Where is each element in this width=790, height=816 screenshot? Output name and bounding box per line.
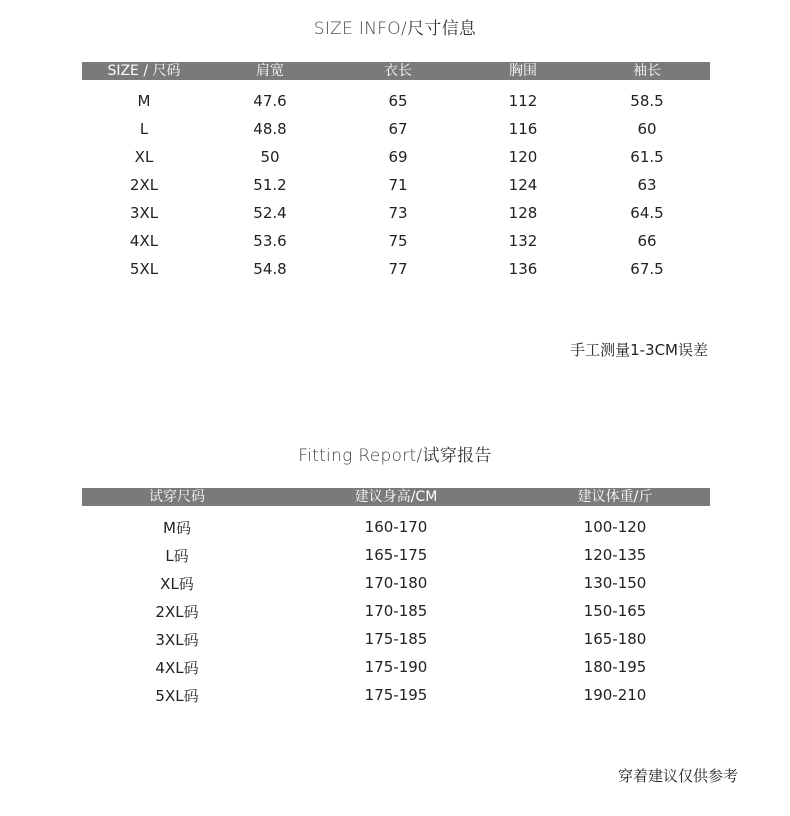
fit-size-cell: 4XL码 [155, 658, 199, 677]
length-cell: 75 [388, 232, 408, 250]
fitting-table-row [82, 569, 710, 597]
shoulder-cell: 51.2 [253, 176, 287, 194]
chest-cell: 128 [508, 204, 538, 222]
fit-header-height: 建议身高/CM [354, 489, 438, 505]
sleeve-cell: 61.5 [630, 148, 664, 166]
fit-height-cell: 170-185 [364, 602, 428, 620]
sleeve-cell: 67.5 [630, 260, 664, 278]
fitting-table-row [82, 681, 710, 709]
size-table-row [82, 171, 710, 199]
size-info-title [0, 14, 790, 39]
size-header-sleeve: 袖长 [633, 63, 661, 79]
size-cell: XL [134, 148, 154, 166]
length-cell: 69 [388, 148, 408, 166]
chest-cell: 112 [508, 92, 538, 110]
fitting-report-title [0, 441, 790, 466]
size-cell: 5XL [129, 260, 159, 278]
fit-header-weight: 建议体重/斤 [577, 489, 653, 505]
fit-size-cell: M码 [163, 518, 191, 537]
length-cell: 71 [388, 176, 408, 194]
size-table-row [82, 255, 710, 283]
sleeve-cell: 58.5 [630, 92, 664, 110]
fit-size-cell: 2XL码 [155, 602, 199, 621]
length-cell: 73 [388, 204, 408, 222]
shoulder-cell: 50 [260, 148, 280, 166]
size-header-chest: 胸围 [509, 63, 537, 79]
fit-weight-cell: 190-210 [583, 686, 647, 704]
fit-header-size: 试穿尺码 [149, 489, 205, 505]
sleeve-cell: 64.5 [630, 204, 664, 222]
fitting-table-header [82, 488, 710, 506]
fit-size-cell: 3XL码 [155, 630, 199, 649]
size-info-title-en: SIZE INFO/ [313, 19, 407, 39]
shoulder-cell: 48.8 [253, 120, 287, 138]
fitting-table-row [82, 541, 710, 569]
chest-cell: 132 [508, 232, 538, 250]
size-table-header [82, 62, 710, 80]
size-table-row [82, 87, 710, 115]
fitting-table-row [82, 513, 710, 541]
chest-cell: 120 [508, 148, 538, 166]
length-cell: 65 [388, 92, 408, 110]
fit-weight-cell: 150-165 [583, 602, 647, 620]
size-header-size: SIZE / 尺码 [107, 63, 181, 79]
chest-cell: 116 [508, 120, 538, 138]
measurement-note: 手工测量1-3CM误差 [570, 341, 708, 359]
fit-weight-cell: 120-135 [583, 546, 647, 564]
size-cell: L [139, 120, 149, 138]
size-info-title-cn: 尺寸信息 [407, 19, 477, 39]
chest-cell: 136 [508, 260, 538, 278]
size-cell: M [137, 92, 151, 110]
fit-weight-cell: 180-195 [583, 658, 647, 676]
sleeve-cell: 63 [637, 176, 657, 194]
fitting-note: 穿着建议仅供参考 [617, 767, 738, 785]
fit-height-cell: 160-170 [364, 518, 428, 536]
chest-cell: 124 [508, 176, 538, 194]
fitting-table-row [82, 653, 710, 681]
shoulder-cell: 52.4 [253, 204, 287, 222]
size-cell: 2XL [129, 176, 159, 194]
fit-size-cell: XL码 [160, 574, 194, 593]
fit-height-cell: 175-190 [364, 658, 428, 676]
fit-height-cell: 175-195 [364, 686, 428, 704]
size-header-shoulder: 肩宽 [256, 63, 284, 79]
size-table-row [82, 227, 710, 255]
length-cell: 77 [388, 260, 408, 278]
fitting-report-title-en: Fitting Report/ [298, 446, 423, 466]
size-table-row [82, 115, 710, 143]
size-table-row [82, 143, 710, 171]
fit-size-cell: 5XL码 [155, 686, 199, 705]
shoulder-cell: 53.6 [253, 232, 287, 250]
shoulder-cell: 47.6 [253, 92, 287, 110]
fit-weight-cell: 165-180 [583, 630, 647, 648]
size-header-length: 衣长 [384, 63, 412, 79]
size-cell: 4XL [129, 232, 159, 250]
fit-height-cell: 170-180 [364, 574, 428, 592]
size-table-row [82, 199, 710, 227]
fitting-table-row [82, 597, 710, 625]
fit-height-cell: 165-175 [364, 546, 428, 564]
fit-weight-cell: 130-150 [583, 574, 647, 592]
shoulder-cell: 54.8 [253, 260, 287, 278]
sleeve-cell: 60 [637, 120, 657, 138]
fit-height-cell: 175-185 [364, 630, 428, 648]
fit-weight-cell: 100-120 [583, 518, 647, 536]
length-cell: 67 [388, 120, 408, 138]
fitting-table-row [82, 625, 710, 653]
sleeve-cell: 66 [637, 232, 657, 250]
size-cell: 3XL [129, 204, 159, 222]
fit-size-cell: L码 [165, 546, 189, 565]
fitting-report-title-cn: 试穿报告 [422, 446, 492, 466]
